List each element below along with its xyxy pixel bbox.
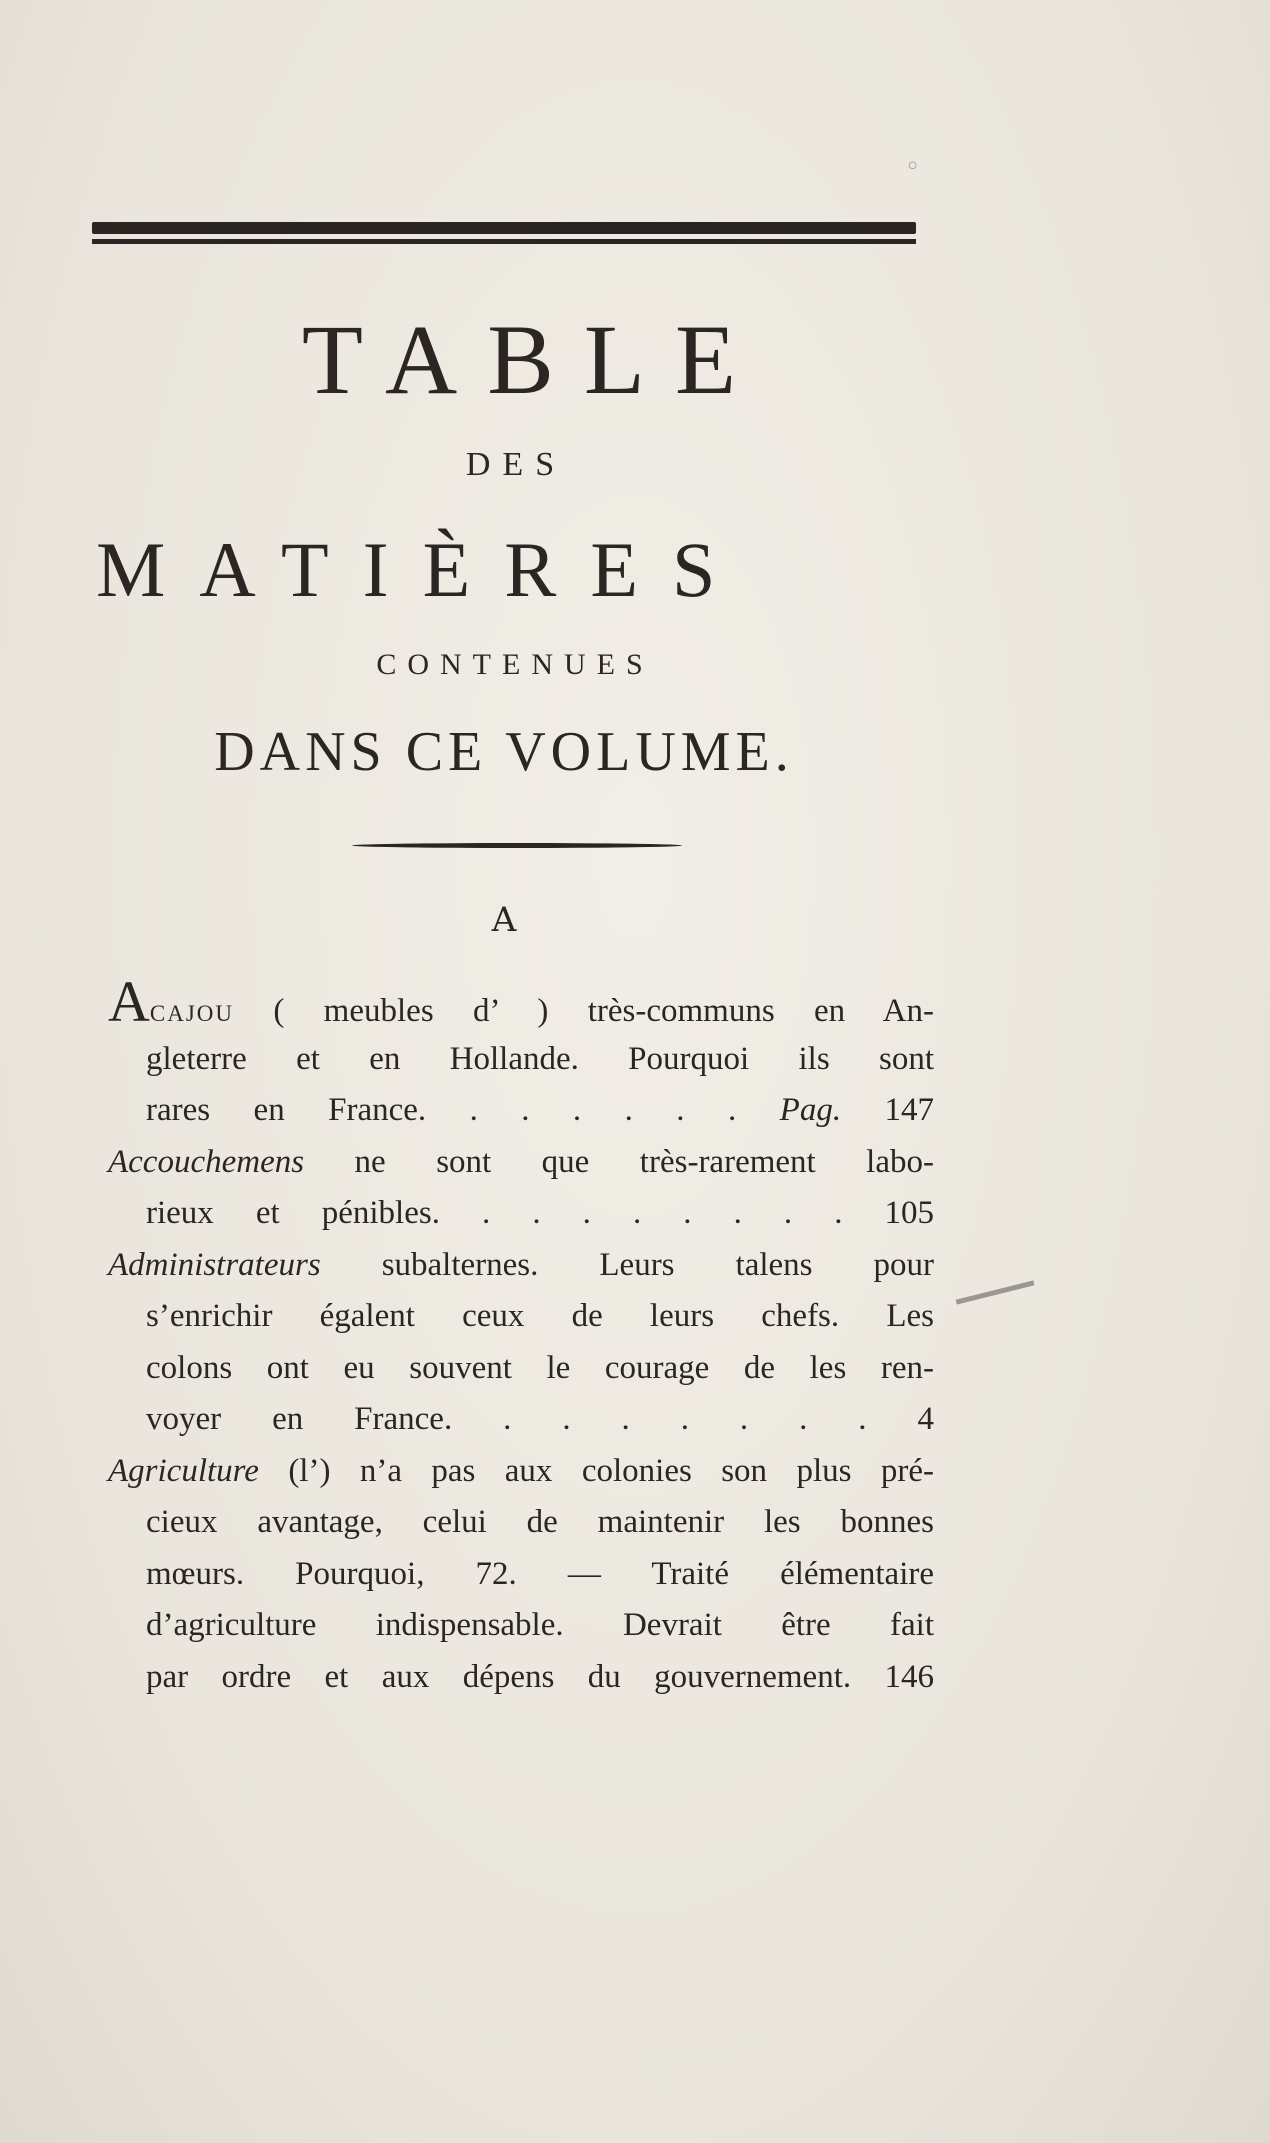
entry-keyword: Accouchemens — [108, 1143, 305, 1180]
top-rule-thick — [92, 222, 916, 234]
entry-line: voyer en France. . . . . . . . 4 — [146, 1401, 934, 1437]
top-rule-thin — [92, 239, 916, 244]
index-entry-acajou — [108, 969, 935, 1137]
drop-cap: A — [108, 969, 150, 1034]
index-entry-accouchemens — [108, 1137, 934, 1240]
title-des: DES — [465, 446, 567, 483]
title-contenues: CONTENUES — [376, 648, 654, 681]
index-entry-agriculture — [108, 1446, 934, 1704]
entry-text: (l’) n’a pas aux colonies son plus pré- — [258, 1452, 934, 1489]
entry-line: mœurs. Pourquoi, 72. — Traité élémentaire — [146, 1555, 934, 1592]
page-corner-mark: ◦ — [905, 152, 921, 182]
page-number: 147 — [841, 1092, 935, 1128]
entry-line — [108, 1446, 934, 1498]
entry-line — [108, 1085, 934, 1137]
middle-rule — [352, 843, 682, 848]
entry-line: gleterre et en Hollande. Pourquoi ils sont — [146, 1040, 934, 1077]
entry-text: ( meubles d’ ) très-communs en An- — [234, 993, 934, 1029]
entry-line: par ordre et aux dépens du gouvernement. 146 — [146, 1658, 934, 1695]
section-letter: A — [491, 900, 517, 940]
entry-text: ne sont que très-rarement labo- — [304, 1143, 934, 1180]
entry-keyword: Administrateurs — [108, 1246, 321, 1283]
entry-line — [108, 1137, 934, 1189]
index-entry-administrateurs — [108, 1240, 934, 1446]
index-entries — [108, 969, 935, 1703]
title-matieres: MATIÈRES — [96, 526, 750, 613]
entry-line — [108, 1240, 934, 1292]
entry-line: s’enrichir égalent ceux de leurs chefs. Les — [146, 1298, 934, 1334]
entry-keyword: cajou — [149, 993, 235, 1029]
page-label: Pag. — [779, 1092, 842, 1128]
entry-text: rares en France. . . . . . . — [146, 1092, 780, 1128]
entry-line: rieux et pénibles. . . . . . . . . 105 — [146, 1195, 934, 1231]
entry-keyword: Agriculture — [108, 1452, 259, 1489]
title-dans-ce-volume: DANS CE VOLUME. — [214, 721, 794, 783]
entry-line: cieux avantage, celui de maintenir les bonnes — [146, 1504, 934, 1540]
entry-text: subalternes. Leurs talens pour — [320, 1246, 934, 1283]
title-table: TABLE — [301, 304, 767, 415]
entry-line: colons ont eu souvent le courage de les ren- — [146, 1349, 934, 1386]
entry-line: d’agriculture indispensable. Devrait être fait — [146, 1607, 934, 1643]
entry-line — [108, 969, 934, 1034]
stray-ink-mark — [956, 1280, 1035, 1304]
